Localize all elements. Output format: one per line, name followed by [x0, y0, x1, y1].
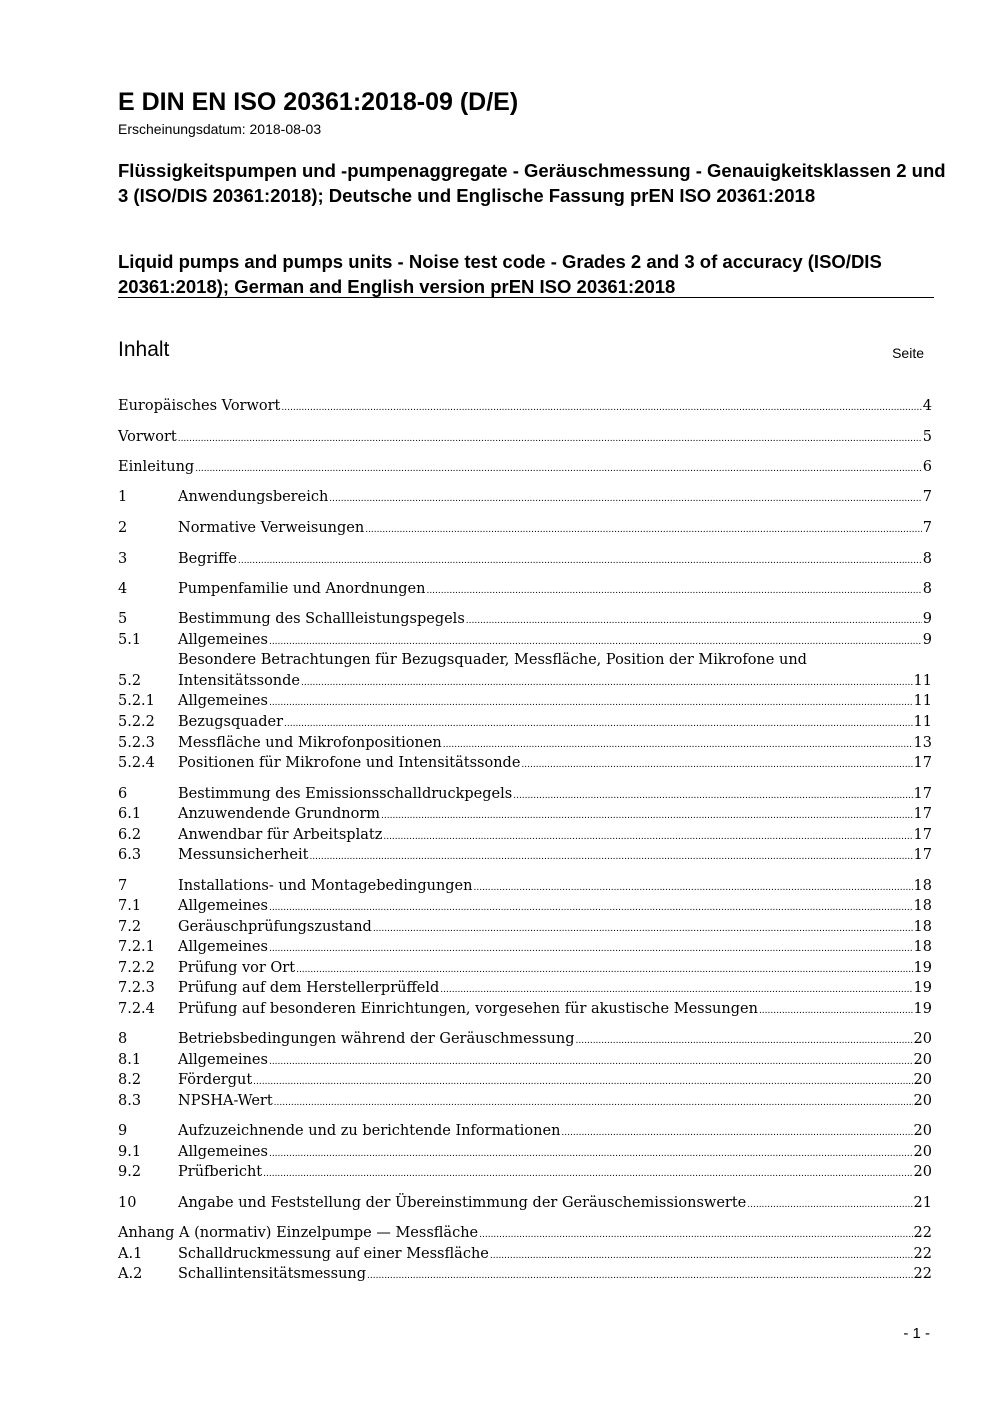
toc-leader-dots	[269, 630, 922, 652]
toc-entry-page: 17	[913, 786, 932, 802]
toc-leader-dots	[178, 427, 922, 449]
toc-entry-number: A.1	[118, 1246, 143, 1262]
document-code: E DIN EN ISO 20361:2018-09 (D/E)	[118, 88, 519, 116]
toc-entry-title: Bestimmung des Emissionsschalldruckpegels	[178, 786, 513, 802]
toc-leader-dots	[263, 1162, 912, 1184]
toc-leader-dots	[281, 396, 921, 418]
toc-entry-number: 7	[118, 878, 128, 894]
toc-entry-number: 8.2	[118, 1072, 142, 1088]
toc-heading: Inhalt	[118, 338, 170, 361]
toc-entry[interactable]	[118, 396, 932, 416]
toc-entry-number: 6.3	[118, 847, 142, 863]
toc-entry-number: 8.3	[118, 1093, 142, 1109]
title-german: Flüssigkeitspumpen und -pumpenaggregate - Geräuschmessung - Genauigkeitsklassen 2 und 3 (ISO/DIS 20361:2018); Deutsche und Englische Fassung prEN ISO 20361:2018	[118, 160, 946, 206]
toc-entry-title-line1: Besondere Betrachtungen für Bezugsquader, Messfläche, Position der Mikrofone und	[178, 652, 807, 668]
toc-entry-page: 19	[913, 1001, 932, 1017]
toc-entry-page: 11	[913, 714, 932, 730]
toc-entry[interactable]	[118, 1050, 932, 1070]
toc-entry-title: Geräuschprüfungszustand	[178, 919, 372, 935]
toc-entry-title: Schallintensitätsmessung	[178, 1266, 367, 1282]
toc-entry-title: Allgemeines	[178, 632, 268, 648]
toc-entry-title: Prüfung auf dem Herstellerprüffeld	[178, 980, 440, 996]
toc-entry-number: 5.2	[118, 673, 142, 689]
toc-entry-page: 20	[913, 1031, 932, 1047]
toc-entry-number: 6.1	[118, 806, 142, 822]
toc-entry[interactable]	[118, 1264, 932, 1284]
toc-entry-page: 20	[913, 1093, 932, 1109]
toc-entry-title: Allgemeines	[178, 939, 268, 955]
toc-entry[interactable]	[118, 1223, 932, 1243]
toc-entry-title: Prüfung vor Ort	[178, 960, 296, 976]
toc-entry[interactable]	[118, 712, 932, 732]
toc-leader-dots	[284, 712, 913, 734]
publication-date: Erscheinungsdatum: 2018-08-03	[118, 121, 322, 137]
toc-entry-page: 6	[922, 459, 932, 475]
toc-leader-dots	[490, 1244, 913, 1266]
toc-entry[interactable]	[118, 549, 932, 569]
toc-entry-title: Betriebsbedingungen während der Geräuschmessung	[178, 1031, 575, 1047]
toc-leader-dots	[383, 825, 912, 847]
toc-entry[interactable]	[118, 753, 932, 773]
toc-entry[interactable]	[118, 691, 932, 711]
toc-leader-dots	[274, 1091, 913, 1113]
toc-entry-number: 5	[118, 611, 128, 627]
toc-entry-page: 8	[922, 551, 932, 567]
toc-entry[interactable]	[118, 518, 932, 538]
toc-entry[interactable]	[118, 630, 932, 650]
toc-leader-dots	[426, 579, 921, 601]
toc-leader-dots	[367, 1264, 913, 1286]
toc-entry-page: 5	[922, 429, 932, 445]
toc-leader-dots	[309, 845, 912, 867]
toc-entry-title: Bestimmung des Schallleistungspegels	[178, 611, 465, 627]
toc-entry[interactable]	[118, 733, 932, 753]
toc-entry[interactable]	[118, 845, 932, 865]
toc-leader-dots	[365, 518, 922, 540]
toc-entry-title: Anzuwendende Grundnorm	[178, 806, 381, 822]
toc-entry-title: Anwendungsbereich	[178, 489, 329, 505]
toc-entry-page: 22	[913, 1246, 932, 1262]
toc-entry[interactable]	[118, 958, 932, 978]
toc-leader-dots	[301, 671, 913, 693]
toc-entry-page: 21	[913, 1195, 932, 1211]
toc-leader-dots	[381, 804, 913, 826]
toc-entry-title: Angabe und Feststellung der Übereinstimmung der Geräuschemissionswerte	[178, 1195, 747, 1211]
toc-entry-number: 7.2.3	[118, 980, 155, 996]
toc-entry-number: 2	[118, 520, 128, 536]
toc-entry-number: 9	[118, 1123, 128, 1139]
toc-leader-dots	[269, 1142, 913, 1164]
title-divider	[118, 297, 934, 298]
toc-leader-dots	[440, 978, 912, 1000]
toc-entry-title: Vorwort	[118, 429, 177, 445]
toc-entry[interactable]	[118, 876, 932, 896]
toc-entry[interactable]	[118, 1193, 932, 1213]
toc-entry[interactable]	[118, 1162, 932, 1182]
toc-entry-page: 19	[913, 960, 932, 976]
toc-entry-number: 7.1	[118, 898, 142, 914]
toc-entry-title: Positionen für Mikrofone und Intensitätssonde	[178, 755, 521, 771]
toc-entry-title: Anwendbar für Arbeitsplatz	[178, 827, 383, 843]
toc-entry-page: 17	[913, 847, 932, 863]
toc-entry-page: 20	[913, 1144, 932, 1160]
toc-entry-number: 5.2.4	[118, 755, 155, 771]
toc-entry[interactable]	[118, 1244, 932, 1264]
toc-entry-title: Prüfbericht	[178, 1164, 263, 1180]
toc-entry[interactable]	[118, 937, 932, 957]
toc-entry-title: Europäisches Vorwort	[118, 398, 281, 414]
toc-entry[interactable]	[118, 1029, 932, 1049]
toc-page-column-label: Seite	[892, 345, 924, 361]
toc-entry[interactable]	[118, 609, 932, 629]
toc-entry-page: 20	[913, 1164, 932, 1180]
toc-entry-number: 5.2.2	[118, 714, 155, 730]
toc-entry-number: 7.2	[118, 919, 142, 935]
toc-entry-page: 20	[913, 1052, 932, 1068]
toc-entry-title: Pumpenfamilie und Anordnungen	[178, 581, 426, 597]
toc-entry-title: Begriffe	[178, 551, 237, 567]
toc-entry-title: Allgemeines	[178, 1052, 268, 1068]
toc-entry-number: 5.1	[118, 632, 142, 648]
toc-leader-dots	[195, 457, 922, 479]
toc-entry-title: Fördergut	[178, 1072, 253, 1088]
toc-entry-title: Allgemeines	[178, 1144, 268, 1160]
toc-entry-title: NPSHA-Wert	[178, 1093, 273, 1109]
toc-entry-number: 9.2	[118, 1164, 142, 1180]
toc-leader-dots	[561, 1121, 912, 1143]
toc-entry-title: Normative Verweisungen	[178, 520, 365, 536]
toc-entry-title: Prüfung auf besonderen Einrichtungen, vorgesehen für akustische Messungen	[178, 1001, 758, 1017]
toc-entry-page: 4	[922, 398, 932, 414]
toc-leader-dots	[747, 1193, 912, 1215]
toc-entry-page: 13	[913, 735, 932, 751]
toc-entry-page: 11	[913, 693, 932, 709]
toc-leader-dots	[296, 958, 912, 980]
toc-leader-dots	[759, 999, 913, 1021]
toc-leader-dots	[253, 1070, 912, 1092]
toc-entry[interactable]	[118, 579, 932, 599]
toc-entry-page: 20	[913, 1072, 932, 1088]
toc-entry-number: 7.2.4	[118, 1001, 155, 1017]
toc-entry[interactable]	[118, 784, 932, 804]
toc-entry-page: 18	[913, 898, 932, 914]
toc-entry-page: 18	[913, 919, 932, 935]
toc-leader-dots	[466, 609, 922, 631]
toc-entry-page: 22	[913, 1266, 932, 1282]
toc-leader-dots	[329, 487, 921, 509]
toc-entry-number: 3	[118, 551, 128, 567]
toc-entry-page: 19	[913, 980, 932, 996]
toc-entry-number: 8	[118, 1031, 128, 1047]
toc-entry[interactable]	[118, 917, 932, 937]
toc-entry[interactable]	[118, 1070, 932, 1090]
toc-leader-dots	[373, 917, 913, 939]
toc-entry[interactable]	[118, 999, 932, 1019]
toc-entry-number: 6	[118, 786, 128, 802]
toc-entry-page: 20	[913, 1123, 932, 1139]
toc-entry-page: 9	[922, 611, 932, 627]
toc-entry-title: Messfläche und Mikrofonpositionen	[178, 735, 442, 751]
toc-entry-page: 18	[913, 878, 932, 894]
toc-leader-dots	[269, 896, 913, 918]
toc-entry-number: 7.2.2	[118, 960, 155, 976]
toc-entry-title: Messunsicherheit	[178, 847, 309, 863]
title-english: Liquid pumps and pumps units - Noise test code - Grades 2 and 3 of accuracy (ISO/DIS 20361:2018); German and English version prEN ISO 20361:2018	[118, 251, 882, 297]
toc-entry-number: 1	[118, 489, 128, 505]
toc-leader-dots	[443, 733, 913, 755]
toc-leader-dots	[479, 1223, 912, 1245]
toc-entry-number: 4	[118, 581, 128, 597]
toc-entry-page: 8	[922, 581, 932, 597]
toc-entry-number: A.2	[118, 1266, 143, 1282]
toc-entry[interactable]	[118, 1142, 932, 1162]
toc-entry[interactable]	[118, 1091, 932, 1111]
toc-entry[interactable]	[118, 978, 932, 998]
toc-entry-title: Allgemeines	[178, 898, 268, 914]
toc-entry[interactable]	[118, 427, 932, 447]
toc-entry-page: 17	[913, 806, 932, 822]
toc-leader-dots	[269, 937, 913, 959]
toc-entry-number: 8.1	[118, 1052, 142, 1068]
toc-entry[interactable]	[118, 804, 932, 824]
toc-entry-page: 17	[913, 755, 932, 771]
toc-entry-number: 9.1	[118, 1144, 142, 1160]
toc-entry-page: 7	[922, 520, 932, 536]
toc-leader-dots	[238, 549, 922, 571]
toc-entry[interactable]	[118, 457, 932, 477]
toc-entry-title: Anhang A (normativ) Einzelpumpe — Messfläche	[118, 1225, 479, 1241]
toc-entry-number: 6.2	[118, 827, 142, 843]
toc-entry[interactable]	[118, 487, 932, 507]
toc-entry-page: 9	[922, 632, 932, 648]
toc-entry-number: 10	[118, 1195, 137, 1211]
toc-leader-dots	[473, 876, 912, 898]
toc-entry-title: Installations- und Montagebedingungen	[178, 878, 473, 894]
toc-entry-page: 17	[913, 827, 932, 843]
toc-entry-page: 11	[913, 673, 932, 689]
page-number: - 1 -	[903, 1325, 930, 1342]
toc-entry-number: 5.2.1	[118, 693, 155, 709]
toc-entry-title: Bezugsquader	[178, 714, 283, 730]
toc-entry[interactable]	[118, 896, 932, 916]
toc-leader-dots	[269, 1050, 913, 1072]
toc-entry-title: Einleitung	[118, 459, 195, 475]
toc-leader-dots	[513, 784, 912, 806]
toc-leader-dots	[269, 691, 913, 713]
toc-entry-title: Allgemeines	[178, 693, 268, 709]
toc-leader-dots	[521, 753, 912, 775]
toc-entry-number: 7.2.1	[118, 939, 155, 955]
toc-entry-page: 18	[913, 939, 932, 955]
toc-entry-page: 22	[913, 1225, 932, 1241]
toc-entry[interactable]	[118, 1121, 932, 1141]
toc-entry-number: 5.2.3	[118, 735, 155, 751]
toc-entry-title: Aufzuzeichnende und zu berichtende Informationen	[178, 1123, 561, 1139]
toc-entry-title: Schalldruckmessung auf einer Messfläche	[178, 1246, 489, 1262]
toc-entry-page: 7	[922, 489, 932, 505]
toc-entry-title: Intensitätssonde	[178, 673, 301, 689]
toc-leader-dots	[576, 1029, 913, 1051]
toc-entry[interactable]	[118, 671, 932, 691]
toc-entry[interactable]	[118, 825, 932, 845]
